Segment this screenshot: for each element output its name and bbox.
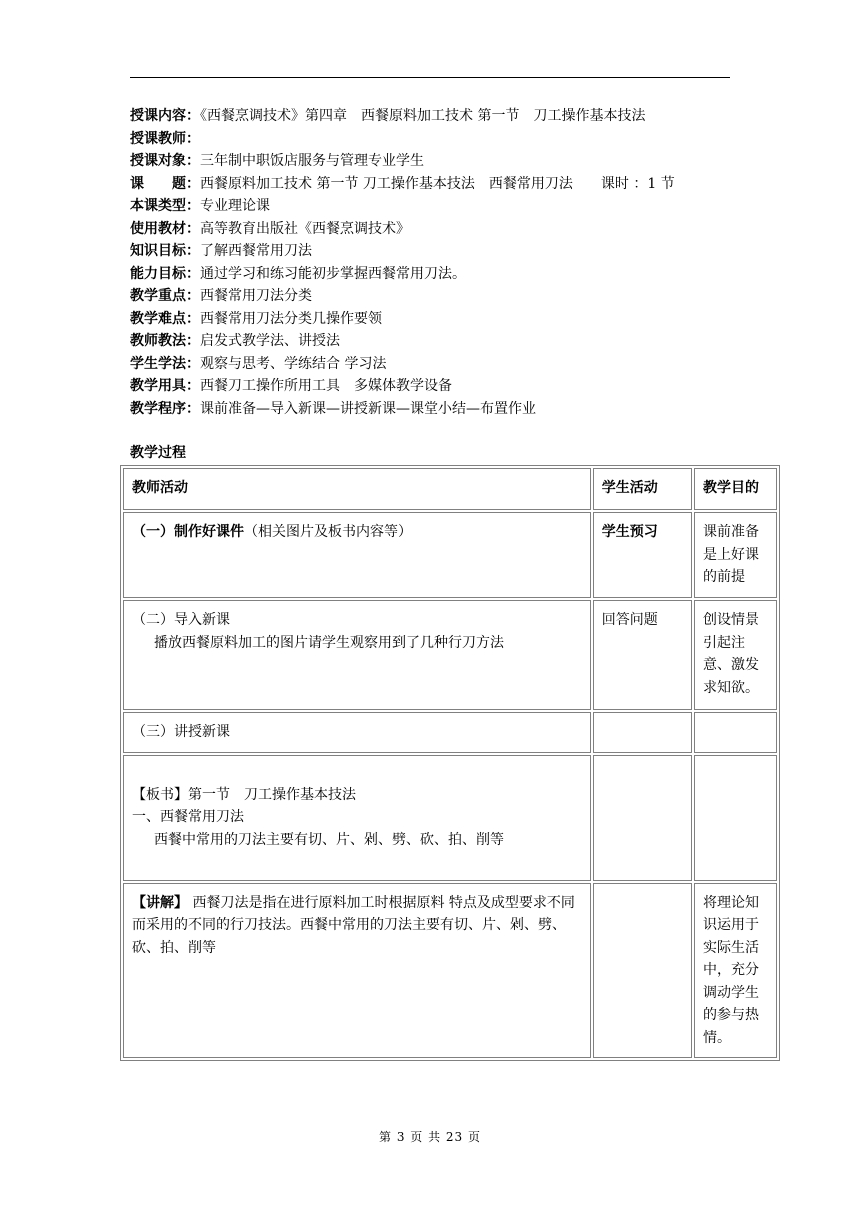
- info-row-teacher: 授课教师：: [130, 130, 200, 147]
- info-row-audience: 授课对象：三年制中职饭店服务与管理专业学生: [130, 153, 424, 169]
- info-row-learning-method: 学生学法：观察与思考、学练结合 学习法: [130, 355, 387, 372]
- teacher-cell: （三）讲授新课: [123, 712, 591, 753]
- table-row: [123, 712, 777, 753]
- purpose-cell: 课前准备是上好课的前提: [694, 512, 777, 598]
- process-table: [120, 465, 780, 1061]
- info-row-difficulty: 教学难点：西餐常用刀法分类几操作要领: [130, 310, 382, 327]
- student-cell: 回答问题: [593, 600, 692, 710]
- teacher-cell: 【讲解】 西餐刀法是指在进行原料加工时根据原料 特点及成型要求不同而采用的不同的行刀技法。西餐中常用的刀法主要有切、片、剁、劈、砍、拍、削等: [123, 883, 591, 1059]
- info-row-knowledge-goal: 知识目标：了解西餐常用刀法: [130, 243, 312, 259]
- info-row-topic: 课 题：西餐原料加工技术 第一节 刀工操作基本技法 西餐常用刀法 课时 ：1 节: [130, 175, 675, 192]
- info-row-type: 本课类型：专业理论课: [130, 198, 270, 214]
- teacher-cell: （一）制作好课件（相关图片及板书内容等）: [123, 512, 591, 598]
- info-row-tools: 教学用具：西餐刀工操作所用工具 多媒体教学设备: [130, 378, 452, 394]
- purpose-cell: 将理论知识运用于实际生活中，充分调动学生的参与热情。: [694, 883, 777, 1059]
- purpose-cell: [694, 712, 777, 753]
- info-row-content: 授课内容：《西餐烹调技术》第四章 西餐原料加工技术 第一节 刀工操作基本技法: [130, 108, 646, 124]
- info-row-teaching-method: 教师教法：启发式教学法、讲授法: [130, 333, 340, 349]
- col-header-teacher: 教师活动: [123, 468, 591, 510]
- student-cell: 学生预习: [593, 512, 692, 598]
- table-row: [123, 755, 777, 881]
- table-header-row: [123, 468, 777, 510]
- student-cell: [593, 712, 692, 753]
- student-cell: [593, 883, 692, 1059]
- info-row-ability-goal: 能力目标：通过学习和练习能初步掌握西餐常用刀法。: [130, 265, 466, 282]
- header-rule: [130, 77, 730, 78]
- teacher-cell: 【板书】第一节 刀工操作基本技法 一、西餐常用刀法 西餐中常用的刀法主要有切、片、剁、劈、砍、拍、削等: [123, 755, 591, 881]
- student-cell: [593, 755, 692, 881]
- info-row-procedure: 教学程序：课前准备—导入新课—讲授新课—课堂小结—布置作业: [130, 400, 536, 417]
- info-row-textbook: 使用教材：高等教育出版社《西餐烹调技术》: [130, 220, 410, 237]
- info-row-key-point: 教学重点：西餐常用刀法分类: [130, 288, 312, 304]
- col-header-purpose: 教学目的: [694, 468, 777, 510]
- table-row: [123, 883, 777, 1059]
- table-row: [123, 600, 777, 710]
- purpose-cell: 创设情景引起注意、激发求知欲。: [694, 600, 777, 710]
- table-row: [123, 512, 777, 598]
- teacher-cell: （二）导入新课 播放西餐原料加工的图片请学生观察用到了几种行刀方法: [123, 600, 591, 710]
- page-footer: 第 3 页 共 23 页: [379, 1130, 481, 1144]
- purpose-cell: [694, 755, 777, 881]
- lesson-info: [130, 105, 750, 420]
- col-header-student: 学生活动: [593, 468, 692, 510]
- process-title: 教学过程: [130, 445, 186, 461]
